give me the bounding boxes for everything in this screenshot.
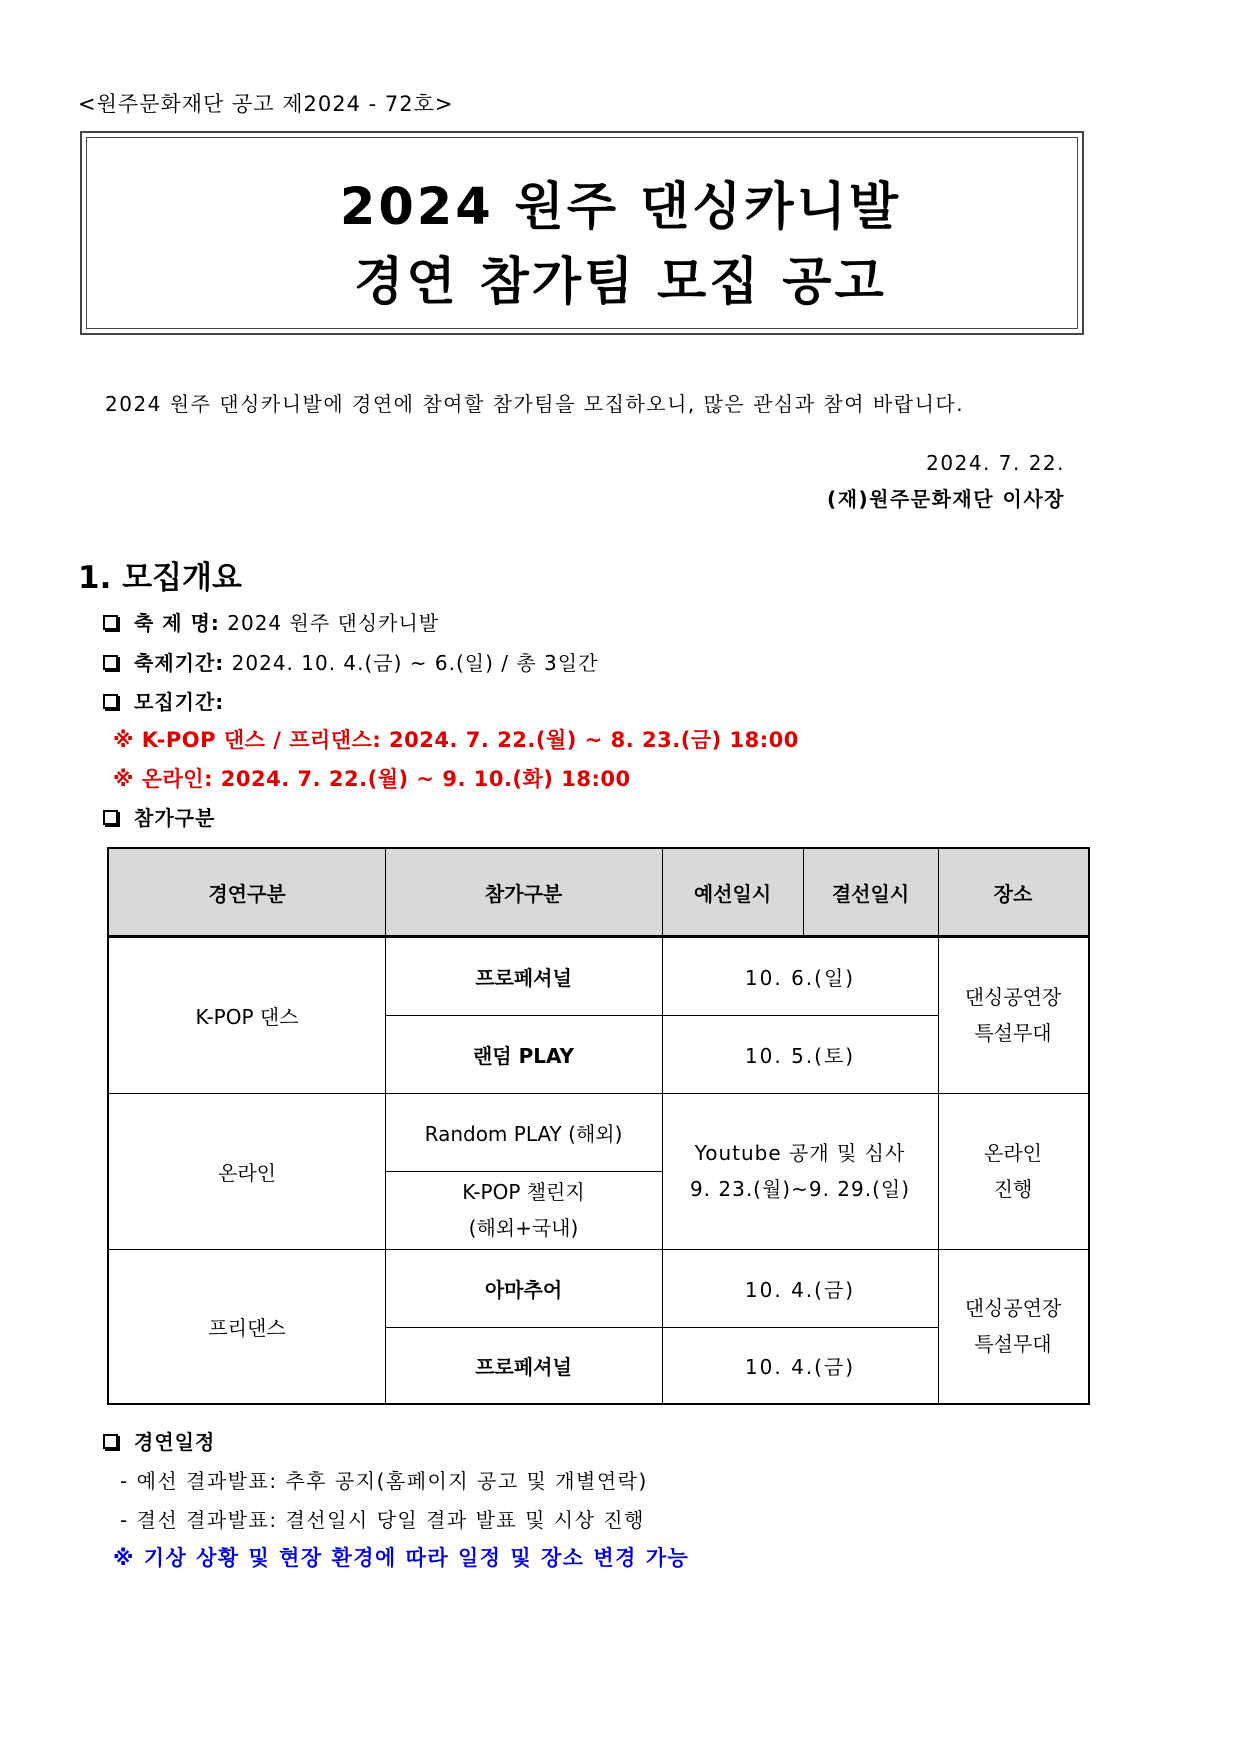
- recruit-note-kpop: ※ K-POP 댄스 / 프리댄스: 2024. 7. 22.(월) ~ 8. 23.(금) 18:00: [113, 728, 799, 752]
- header-divider: [109, 935, 1088, 938]
- title-line-2: 경연 참가팀 모집 공고: [354, 253, 887, 312]
- festival-name-row: [103, 607, 439, 636]
- division-kpop: K-POP 댄스: [195, 1004, 299, 1029]
- grid-line: [385, 849, 386, 1403]
- schedule-note: ※ 기상 상황 및 현장 환경에 따라 일정 및 장소 변경 가능: [113, 1546, 690, 1570]
- division-freedance: 프리댄스: [208, 1315, 286, 1340]
- category-online-challenge: K-POP 챌린지 (해외+국내): [462, 1180, 585, 1240]
- checkbox-bullet-icon: [103, 1434, 118, 1449]
- date-kpop-random: 10. 5.(토): [744, 1043, 856, 1068]
- header-prelim-date: 예선일시: [662, 849, 803, 936]
- category-kpop-random: 랜덤 PLAY: [472, 1043, 575, 1068]
- checkbox-bullet-icon: [103, 810, 118, 825]
- festival-period-value: 2024. 10. 4.(금) ~ 6.(일) / 총 3일간: [231, 651, 599, 675]
- recruit-note-online: ※ 온라인: 2024. 7. 22.(월) ~ 9. 10.(화) 18:00: [113, 767, 631, 791]
- festival-period-label: 축제기간:: [134, 651, 225, 675]
- division-online: 온라인: [218, 1160, 276, 1185]
- recruit-period-row: [103, 686, 224, 715]
- intro-text: 2024 원주 댄싱카니발에 경연에 참여할 참가팀을 모집하오니, 많은 관심과 참여 바랍니다.: [105, 392, 965, 416]
- category-freedance-amateur: 아마추어: [484, 1277, 563, 1302]
- header-final-date: 결선일시: [803, 849, 938, 936]
- checkbox-bullet-icon: [103, 655, 118, 670]
- date-kpop-professional: 10. 6.(일): [744, 965, 856, 990]
- date-freedance-professional: 10. 4.(금): [744, 1354, 856, 1379]
- grid-line: [938, 849, 939, 1403]
- header-division: 경연구분: [109, 849, 385, 936]
- checkbox-bullet-icon: [103, 615, 118, 630]
- checkbox-bullet-icon: [103, 694, 118, 709]
- festival-name-label: 축 제 명:: [134, 611, 220, 635]
- issuer: (재)원주문화재단 이사장: [827, 487, 1065, 511]
- schedule-item-prelim: - 예선 결과발표: 추후 공지(홈페이지 공고 및 개별연락): [120, 1469, 648, 1493]
- date-online: Youtube 공개 및 심사 9. 23.(월)~9. 29.(일): [689, 1141, 911, 1201]
- header-venue: 장소: [938, 849, 1088, 936]
- title-line-1: 2024 원주 댄싱카니발: [339, 178, 902, 237]
- category-online-random: Random PLAY (해외): [424, 1121, 623, 1146]
- grid-line: [385, 1015, 938, 1016]
- section-heading: 1. 모집개요: [78, 560, 242, 596]
- festival-name-value: 2024 원주 댄싱카니발: [227, 611, 440, 635]
- venue-kpop: 댄싱공연장 특설무대: [964, 985, 1062, 1045]
- grid-line: [803, 849, 804, 936]
- schedule-item-final: - 결선 결과발표: 결선일시 당일 결과 발표 및 시상 진행: [120, 1508, 645, 1532]
- schedule-row: [103, 1426, 215, 1455]
- venue-online: 온라인 진행: [984, 1141, 1042, 1201]
- recruit-period-label: 모집기간:: [134, 690, 225, 714]
- category-table: [107, 847, 1090, 1405]
- schedule-label: 경연일정: [134, 1430, 216, 1454]
- grid-line: [662, 849, 663, 1403]
- date-freedance-amateur: 10. 4.(금): [744, 1277, 856, 1302]
- grid-line: [385, 1327, 938, 1328]
- category-label: 참가구분: [134, 806, 216, 830]
- festival-period-row: [103, 647, 598, 676]
- category-freedance-professional: 프로페셔널: [475, 1354, 572, 1379]
- grid-line: [109, 1249, 1088, 1250]
- grid-line: [109, 1093, 1088, 1094]
- category-kpop-professional: 프로페셔널: [475, 965, 572, 990]
- notice-number: <원주문화재단 공고 제2024 - 72호>: [78, 92, 454, 116]
- category-row: [103, 802, 215, 831]
- notice-date: 2024. 7. 22.: [926, 451, 1065, 475]
- venue-freedance: 댄싱공연장 특설무대: [964, 1296, 1062, 1356]
- header-category: 참가구분: [385, 849, 662, 936]
- grid-line: [385, 1171, 662, 1172]
